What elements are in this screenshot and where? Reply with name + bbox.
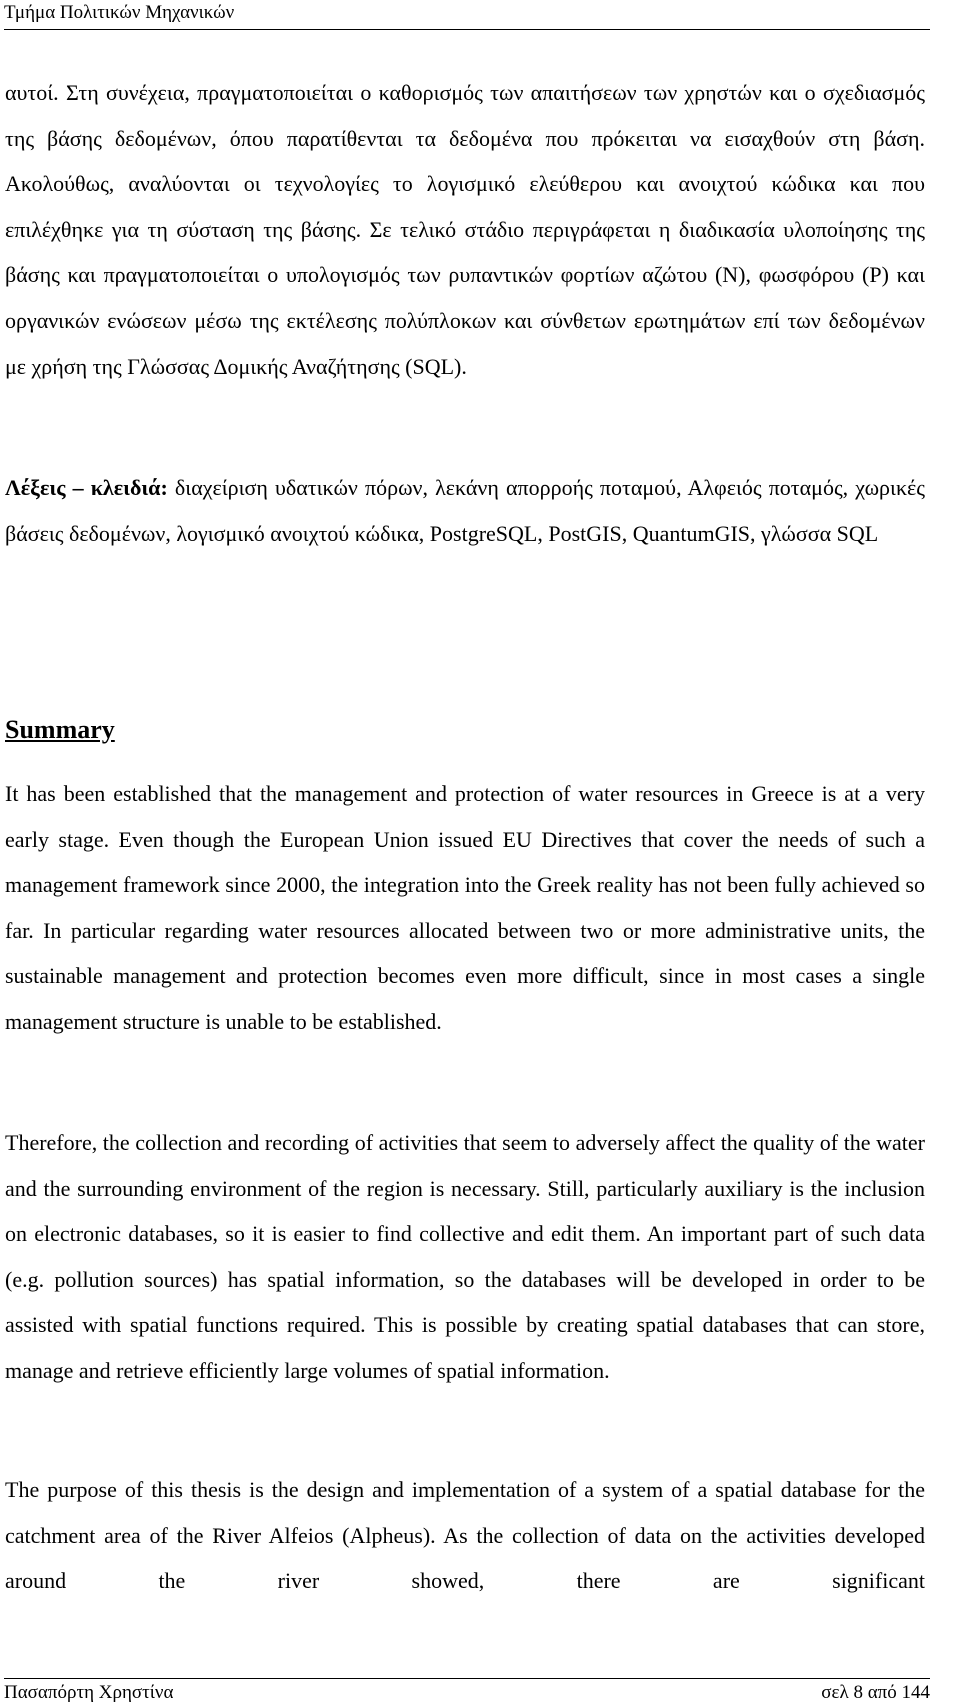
keywords-paragraph bbox=[5, 465, 925, 556]
keywords-list: διαχείριση υδατικών πόρων, λεκάνη απορροής ποταμού, Αλφειός ποταμός, χωρικές βάσεις δεδομένων, λογισμικό ανοιχτού κώδικα, PostgreSQL, PostGIS, QuantumGIS, γλώσσα SQL bbox=[5, 475, 925, 546]
summary-heading: Summary bbox=[5, 715, 115, 744]
summary-paragraph-2: Therefore, the collection and recording of activities that seem to adversely affect the quality of the water and the surrounding environment of the region is necessary. Still, particularly auxiliary is the inclusion on electronic databases, so it is easier to find collective and edit them. An important part of such data (e.g. pollution sources) has spatial information, so the databases will be developed in order to be assisted with spatial functions required. This is possible by creating spatial databases that can store, manage and retrieve efficiently large volumes of spatial information. bbox=[5, 1130, 925, 1383]
greek-abstract-paragraph: αυτοί. Στη συνέχεια, πραγματοποιείται ο καθορισμός των απαιτήσεων των χρηστών και ο σχεδιασμός της βάσης δεδομένων, όπου παρατίθενται τα δεδομένα που πρόκειται να εισαχθούν στη βάση. Ακολούθως, αναλύονται οι τεχνολογίες το λογισμικό ελεύθερου και ανοιχτού κώδικα και που επιλέχθηκε για τη σύσταση της βάσης. Σε τελικό στάδιο περιγράφεται η διαδικασία υλοποίησης της βάσης και πραγματοποιείται ο υπολογισμός των ρυπαντικών φορτίων αζώτου (N), φωσφόρου (P) και οργανικών ενώσεων μέσω της εκτέλεσης πολύπλοκων και σύνθετων ερωτημάτων επί των δεδομένων με χρήση της Γλώσσας Δομικής Αναζήτησης (SQL). bbox=[5, 80, 925, 379]
footer-author: Πασαπόρτη Χρηστίνα bbox=[4, 1682, 174, 1703]
keywords-label: Λέξεις – κλειδιά: bbox=[5, 475, 168, 500]
summary-paragraph-1: It has been established that the management and protection of water resources in Greece is at a very early stage. Even though the European Union issued EU Directives that cover the needs of such a management framework since 2000, the integration into the Greek reality has not been fully achieved so far. In particular regarding water resources allocated between two or more administrative units, the sustainable management and protection becomes even more difficult, since in most cases a single management structure is unable to be established. bbox=[5, 781, 925, 1034]
header-title: Τμήμα Πολιτικών Μηχανικών bbox=[4, 2, 235, 23]
page-header bbox=[4, 0, 930, 30]
page-footer bbox=[4, 1678, 930, 1703]
summary-paragraph-3: The purpose of this thesis is the design and implementation of a system of a spatial database for the catchment area of the River Alfeios (Alpheus). As the collection of data on the activities developed around the river showed, there are significant bbox=[5, 1477, 925, 1594]
footer-page-number: σελ 8 από 144 bbox=[821, 1682, 930, 1703]
